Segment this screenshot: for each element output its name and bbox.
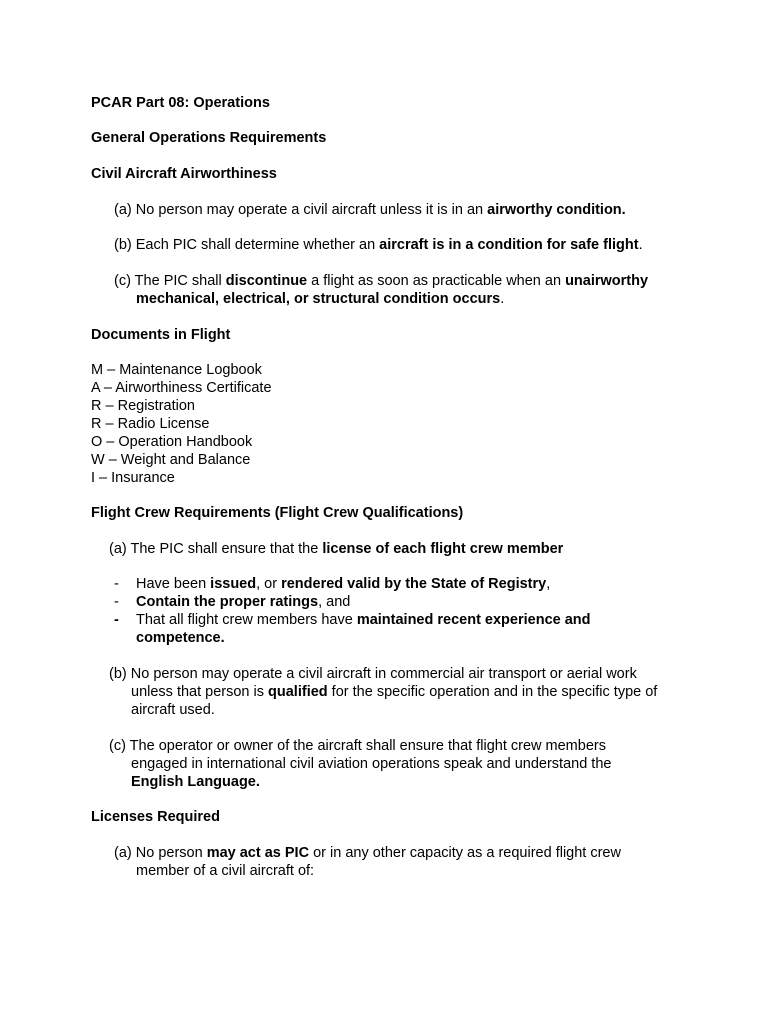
crew-item-c-line2: engaged in international civil aviation operations speak and understand the — [131, 756, 612, 772]
airworthiness-item-c-line2: mechanical, electrical, or structural condition occurs. — [136, 291, 505, 307]
document-item: A – Airworthiness Certificate — [91, 380, 272, 396]
heading-general-operations: General Operations Requirements — [91, 130, 327, 146]
documents-list — [91, 361, 272, 487]
bullet-dash: - — [114, 594, 119, 610]
crew-item-c-line3: English Language. — [131, 774, 260, 790]
crew-item-b-line3: aircraft used. — [131, 702, 215, 718]
document-item: M – Maintenance Logbook — [91, 362, 262, 378]
crew-bullet-3-line2: competence. — [136, 630, 225, 646]
crew-item-b-line1: (b) No person may operate a civil aircraft in commercial air transport or aerial work — [109, 666, 637, 682]
document-item: O – Operation Handbook — [91, 434, 253, 450]
document-item: R – Radio License — [91, 416, 210, 432]
heading-documents-in-flight: Documents in Flight — [91, 327, 231, 343]
document-item: I – Insurance — [91, 470, 175, 486]
heading-civil-aircraft-airworthiness: Civil Aircraft Airworthiness — [91, 166, 277, 182]
crew-item-a: (a) The PIC shall ensure that the license of each flight crew member — [109, 541, 564, 557]
airworthiness-item-c-line1: (c) The PIC shall discontinue a flight as soon as practicable when an unairworthy — [114, 273, 649, 289]
heading-licenses-required: Licenses Required — [91, 809, 220, 825]
document-title: PCAR Part 08: Operations — [91, 95, 270, 111]
licenses-item-a-line2: member of a civil aircraft of: — [136, 863, 315, 879]
licenses-item-a-line1: (a) No person may act as PIC or in any other capacity as a required flight crew — [114, 845, 621, 861]
crew-bullet-2: Contain the proper ratings, and — [136, 594, 351, 610]
crew-bullet-1: Have been issued, or rendered valid by the State of Registry, — [136, 576, 551, 592]
bullet-dash: - — [114, 576, 119, 592]
document-item: R – Registration — [91, 398, 195, 414]
document-item: W – Weight and Balance — [91, 452, 251, 468]
crew-item-b-line2: unless that person is qualified for the specific operation and in the specific type of — [131, 684, 658, 700]
bullet-dash: - — [114, 612, 119, 628]
airworthiness-item-a: (a) No person may operate a civil aircraft unless it is in an airworthy condition. — [114, 202, 626, 218]
airworthiness-item-b: (b) Each PIC shall determine whether an aircraft is in a condition for safe flight. — [114, 237, 643, 253]
crew-bullet-3-line1: That all flight crew members have maintained recent experience and — [136, 612, 591, 628]
crew-item-c-line1: (c) The operator or owner of the aircraft shall ensure that flight crew members — [109, 738, 606, 754]
heading-flight-crew-requirements: Flight Crew Requirements (Flight Crew Qualifications) — [91, 505, 464, 521]
